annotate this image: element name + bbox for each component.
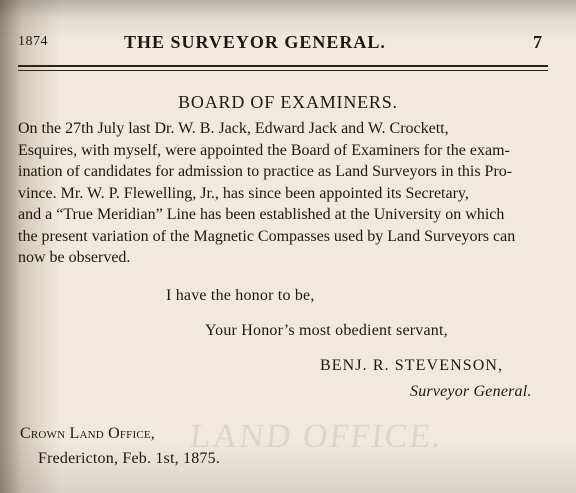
body-line: and a “True Meridian” Line has been established at the University on which: [18, 206, 505, 223]
signatory-name: BENJ. R. STEVENSON,: [320, 357, 504, 374]
header-year: 1874: [18, 34, 48, 49]
body-line: now be observed.: [18, 249, 131, 266]
body-line: vince. Mr. W. P. Flewelling, Jr., has since been appointed its Secretary,: [18, 184, 469, 202]
running-title: THE SURVEYOR GENERAL.: [124, 32, 386, 52]
body-line: the present variation of the Magnetic Compasses used by Land Surveyors can: [18, 227, 516, 245]
office-line-1: Crown Land Office,: [20, 425, 155, 442]
signatory-title: Surveyor General.: [410, 383, 532, 400]
page-number: 7: [533, 32, 542, 52]
body-line: On the 27th July last Dr. W. B. Jack, Edward Jack and W. Crockett,: [18, 120, 449, 137]
section-title: BOARD OF EXAMINERS.: [178, 92, 398, 112]
body-line: Esquires, with myself, were appointed the Board of Examiners for the exam-: [18, 141, 510, 159]
office-line-2: Fredericton, Feb. 1st, 1875.: [38, 450, 221, 467]
closing-line-1: I have the honor to be,: [166, 287, 315, 304]
body-line: ination of candidates for admission to practice as Land Surveyors in this Pro-: [18, 163, 513, 180]
bleed-through-text: LAND OFFICE.: [188, 418, 445, 455]
closing-line-2: Your Honor’s most obedient servant,: [205, 322, 448, 339]
